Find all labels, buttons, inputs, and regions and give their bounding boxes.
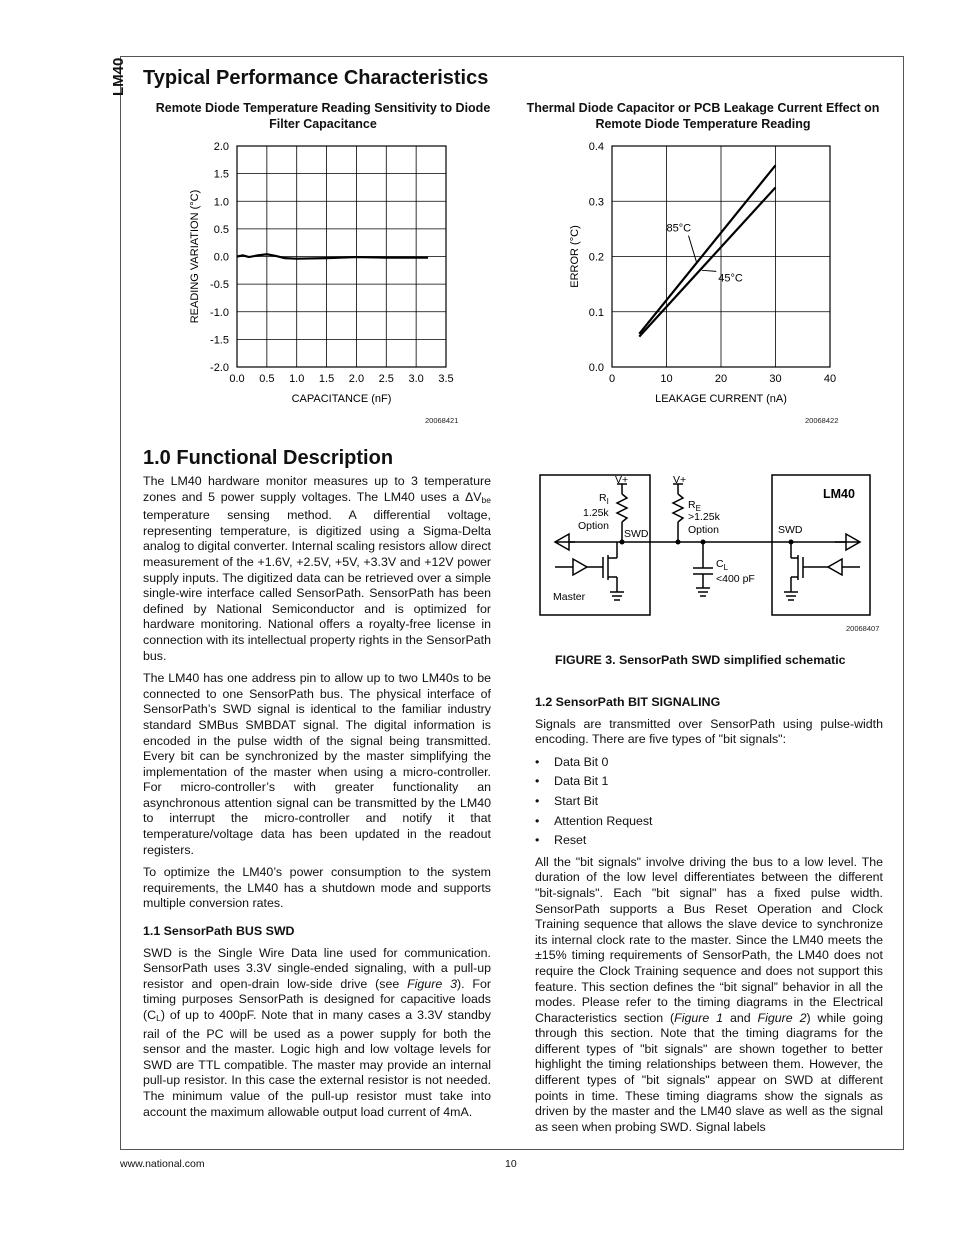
resistor-ri <box>617 494 627 522</box>
lm40-label: LM40 <box>823 487 855 501</box>
chart2-title: Thermal Diode Capacitor or PCB Leakage Current Effect on Remote Diode Temperature Reading <box>526 101 880 131</box>
junction-dot <box>789 540 794 545</box>
right-column <box>535 683 883 1142</box>
right-paragraph-2: All the "bit signals" involve driving the bus to a low level. The duration of the low level differentiates between the different "bit-signals". Each "bit signal" has a fixed pulse width. SensorPath supports a Bus Reset Operation and Clock Training sequence that allows the slave device to synchronize its internal clock rate to the master. Since the LM40 meets the ±15% timing requirements of SensorPath, the LM40 does not require the Clock Training sequence and does not support this feature. This section defines the “bit signal” behavior in all the modes. Please refer to the timing diagrams in the Electrical Characteristics section (Figure 1 and Figure 2) while going through this section. Note that the timing diagrams for the different types of "bit signals" are shown together to better highlight the timing relationships between them. However, the different types of "bit signals" appear on SWD at different points in time. These timing diagrams show the signals as driven by the master and the LM40 slave as well as the signal as seen when probing SWD. Signal labels <box>535 854 883 1134</box>
x-tick-label: 1.5 <box>318 373 335 385</box>
y-tick-label: -1.0 <box>210 306 229 319</box>
y-tick-label: 2.0 <box>213 141 229 153</box>
y-tick-label: -0.5 <box>210 279 229 292</box>
heading-1-2: 1.2 SensorPath BIT SIGNALING <box>535 695 721 709</box>
x-tick-label: 3.0 <box>408 373 424 385</box>
list-item: • Attention Request <box>535 814 883 830</box>
y-tick-label: 0.1 <box>588 306 604 319</box>
y-axis-label: READING VARIATION (°C) <box>189 189 201 324</box>
y-tick-label: 1.0 <box>213 196 229 209</box>
cl-value: <400 pF <box>716 573 755 585</box>
swd-label-lm40: SWD <box>778 524 803 536</box>
x-tick-label: 10 <box>660 373 673 385</box>
schematic-code: 20068407 <box>846 624 880 633</box>
list-item: • Data Bit 1 <box>535 774 883 790</box>
x-axis-label: CAPACITANCE (nF) <box>291 393 392 405</box>
y-tick-label: 0.2 <box>588 251 604 264</box>
y-tick-label: 0.4 <box>588 141 604 153</box>
y-tick-label: 0.5 <box>213 223 229 236</box>
re-option: Option <box>688 524 719 536</box>
chart2 <box>560 140 860 412</box>
re-label: $R_E$ <box>688 499 701 513</box>
junction-dot <box>676 540 681 545</box>
annotation-arrow <box>702 270 716 271</box>
list-item: • Reset <box>535 833 883 849</box>
right-paragraph-1: Signals are transmitted over SensorPath using pulse-width encoding. There are five types of "bit signals": <box>535 716 883 747</box>
cl-label: $C_L$ <box>716 558 729 572</box>
y-tick-label: -1.5 <box>210 334 229 347</box>
bit-signal-list <box>535 755 883 849</box>
ri-option: Option <box>578 520 609 532</box>
vplus-label-1: V+ <box>615 474 629 486</box>
swd-schematic <box>535 470 875 620</box>
lm40-output-buffer <box>828 559 842 575</box>
y-tick-label: 0.0 <box>588 362 604 374</box>
swd-label-master: SWD <box>624 528 649 540</box>
series-line <box>639 165 775 334</box>
left-paragraph-1: The LM40 hardware monitor measures up to 3 temperature zones and 5 power supply voltages. The LM40 uses a $\Delta V_{be}$ temperature sensing method. A differential voltage, representing temperature, is digitized using a Sigma-Delta analog to digital converter. Internal scaling resistors allow direct measurement of the +1.6V, +2.5V, +5V, +3.3V and +12V power supply inputs. The digitized data can be retrieved over a simple single-wire interface called SensorPath. SensorPath has been defined by National Semiconductor and is optimized for hardware monitoring. National offers a royalty-free license in connection with its intellectual property rights in the SensorPath bus. <box>143 474 491 663</box>
annotation-label: 45°C <box>718 272 743 285</box>
figure-3-caption: FIGURE 3. SensorPath SWD simplified schematic <box>555 653 846 667</box>
left-paragraph-3: To optimize the LM40’s power consumption to the system requirements, the LM40 has a shutdown mode and supports multiple conversion rates. <box>143 865 491 911</box>
chart2-code: 20068422 <box>805 416 839 425</box>
footer-page-number: 10 <box>505 1158 517 1170</box>
x-tick-label: 0.5 <box>259 373 275 385</box>
heading-1-1: 1.1 SensorPath BUS SWD <box>143 924 295 939</box>
list-item: • Data Bit 0 <box>535 755 883 771</box>
junction-dot <box>701 540 706 545</box>
list-item: • Start Bit <box>535 794 883 810</box>
annotation-label: 85°C <box>666 222 692 235</box>
functional-description-title: 1.0 Functional Description <box>143 447 394 469</box>
y-axis-label: ERROR (°C) <box>569 225 581 288</box>
annotation-arrow <box>689 236 697 262</box>
x-tick-label: 1.0 <box>289 373 305 385</box>
x-tick-label: 2.0 <box>348 373 365 385</box>
section-title: Typical Performance Characteristics <box>143 67 489 89</box>
x-tick-label: 30 <box>769 373 782 385</box>
x-axis-label: LEAKAGE CURRENT (nA) <box>655 393 787 405</box>
figure-2-link[interactable]: Figure 2 <box>757 1010 807 1025</box>
x-tick-label: 20 <box>714 373 728 385</box>
figure-3-link[interactable]: Figure 3 <box>407 976 457 991</box>
side-label: LM40 <box>110 57 127 96</box>
chart1 <box>180 140 470 412</box>
y-tick-label: 0.0 <box>213 251 229 264</box>
master-label: Master <box>553 591 586 603</box>
master-output-buffer <box>573 559 587 575</box>
vplus-label-2: V+ <box>673 474 687 486</box>
ri-value: 1.25k <box>583 507 609 519</box>
series-line <box>639 187 775 336</box>
y-tick-label: 1.5 <box>213 168 229 181</box>
junction-dot <box>620 540 625 545</box>
x-tick-label: 3.5 <box>438 373 454 385</box>
y-tick-label: 0.3 <box>588 196 604 209</box>
footer-site: www.national.com <box>120 1158 205 1170</box>
re-value: >1.25k <box>688 511 720 523</box>
y-tick-label: -2.0 <box>210 362 229 374</box>
x-tick-label: 40 <box>823 373 837 385</box>
left-column <box>143 474 491 1127</box>
ri-label: $R_I$ <box>599 492 609 506</box>
chart1-title: Remote Diode Temperature Reading Sensitivity to Diode Filter Capacitance <box>155 101 491 131</box>
x-tick-label: 0 <box>608 373 616 385</box>
left-paragraph-4: SWD is the Single Wire Data line used for communication. SensorPath uses 3.3V single-ended signaling, with a pull-up resistor and open-drain low-side drive (see Figure 3). For timing purposes SensorPath is designed for capacitive loads $(C_L)$ of up to 400pF. Note that in many cases a 3.3V standby rail of the PC will be used as a power supply for both the sensor and the master. Logic high and low voltage levels for SWD are TTL compatible. The master may provide an internal pull-up resistor. In this case the external resistor is not needed. The minimum value of the pull-up resistor must take into account the maximum allowable output load current of 4mA. <box>143 945 491 1119</box>
x-tick-label: 0.0 <box>229 373 245 385</box>
figure-1-link[interactable]: Figure 1 <box>674 1010 724 1025</box>
resistor-re <box>673 494 683 522</box>
x-tick-label: 2.5 <box>378 373 394 385</box>
chart1-code: 20068421 <box>425 416 459 425</box>
left-paragraph-2: The LM40 has one address pin to allow up to two LM40s to be connected to one SensorPath bus. The physical interface of SensorPath’s SWD signal is identical to the familiar industry standard SMBus SMBDAT signal. The digital information is encoded in the pulse width of the signal being transmitted. Every bit can be synchronized by the master simplifying the implementation of the master when using a micro-controller. For micro-controller’s with greater functionality an asynchronous attention signal can be transmitted by the LM40 to interrupt the micro-controller and notify it that temperature/voltage data has been updated in the readout registers. <box>143 671 491 857</box>
